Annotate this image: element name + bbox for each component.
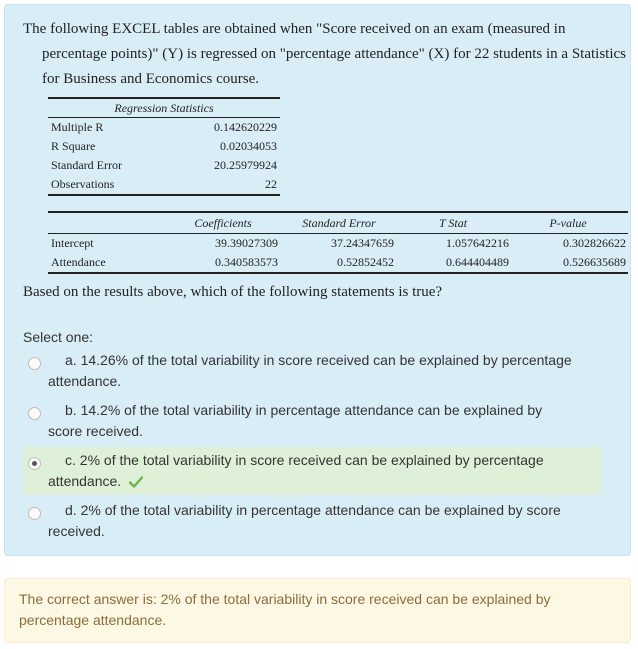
table-row	[48, 175, 280, 196]
stat-value: 0.142620229	[214, 120, 277, 134]
option-text	[48, 500, 593, 542]
option-label: 14.2% of the total variability in percentage attendance can be explained by	[80, 402, 543, 418]
table-row	[48, 253, 628, 274]
header-t-stat: T Stat	[438, 216, 468, 230]
coefficient-value: 0.340583573	[215, 255, 278, 269]
table-header	[48, 211, 628, 234]
option-letter: d.	[65, 502, 77, 518]
stat-label: Observations	[51, 177, 115, 191]
table-row	[48, 156, 280, 175]
select-one-label: Select one:	[23, 329, 94, 345]
question-prompt: Based on the results above, which of the following statements is true?	[23, 284, 443, 300]
answer-option-a[interactable]	[23, 347, 601, 395]
stat-label: Multiple R	[51, 120, 104, 134]
answer-option-c[interactable]	[23, 447, 601, 495]
option-label: 14.26% of the total variability in score received can be explained by percentage	[80, 352, 572, 368]
coefficients-table	[48, 211, 628, 274]
header-coefficients: Coefficients	[194, 216, 252, 230]
option-label-cont: score received.	[48, 423, 143, 439]
standard-error-value: 0.52852452	[337, 255, 394, 269]
standard-error-value: 37.24347659	[331, 236, 394, 250]
radio-button-b[interactable]	[28, 407, 41, 420]
answer-option-b[interactable]	[23, 397, 601, 445]
option-label: 2% of the total variability in percentage attendance can be explained by score	[80, 502, 561, 518]
radio-button-a[interactable]	[28, 357, 41, 370]
row-label: Intercept	[51, 236, 94, 250]
header-standard-error: Standard Error	[302, 216, 376, 230]
feedback-panel	[4, 578, 631, 643]
option-label-cont: attendance.	[48, 373, 122, 389]
option-text	[48, 450, 593, 492]
option-letter: c.	[65, 452, 76, 468]
option-text	[48, 350, 593, 392]
t-stat-value: 0.644404489	[446, 255, 509, 269]
table-row	[48, 118, 280, 137]
stat-label: Standard Error	[51, 158, 122, 172]
row-label: Attendance	[51, 255, 106, 269]
stat-label: R Square	[51, 139, 96, 153]
correct-answer-feedback: The correct answer is: 2% of the total variability in score received can be explained by percentage attendance.	[19, 591, 551, 628]
radio-button-d[interactable]	[28, 507, 41, 520]
option-label: 2% of the total variability in score received can be explained by percentage	[79, 452, 544, 468]
option-label-cont: attendance.	[48, 473, 122, 489]
t-stat-value: 1.057642216	[446, 236, 509, 250]
stat-value: 22	[265, 177, 277, 191]
stat-value: 20.25979924	[214, 158, 277, 172]
question-intro: The following EXCEL tables are obtained when "Score received on an exam (measured in percentage points)" (Y) is regressed on "percentage attendance" (X) for 22 students in a Statistics for Business and Economics course.	[23, 21, 627, 87]
stat-value: 0.02034053	[220, 139, 277, 153]
option-letter: b.	[65, 402, 77, 418]
p-value: 0.302826622	[563, 236, 626, 250]
regression-statistics-table	[48, 97, 280, 196]
option-label-cont: received.	[48, 523, 105, 539]
regression-statistics-title: Regression Statistics	[48, 97, 280, 118]
checkmark-icon	[128, 475, 144, 489]
table-row	[48, 137, 280, 156]
question-panel	[4, 4, 631, 556]
option-letter: a.	[65, 352, 77, 368]
coefficient-value: 39.39027309	[215, 236, 278, 250]
header-p-value: P-value	[549, 216, 587, 230]
table-row	[48, 234, 628, 253]
p-value: 0.526635689	[563, 255, 626, 269]
answer-option-d[interactable]	[23, 497, 601, 545]
radio-button-c-selected[interactable]	[28, 457, 41, 470]
option-text	[48, 400, 593, 442]
